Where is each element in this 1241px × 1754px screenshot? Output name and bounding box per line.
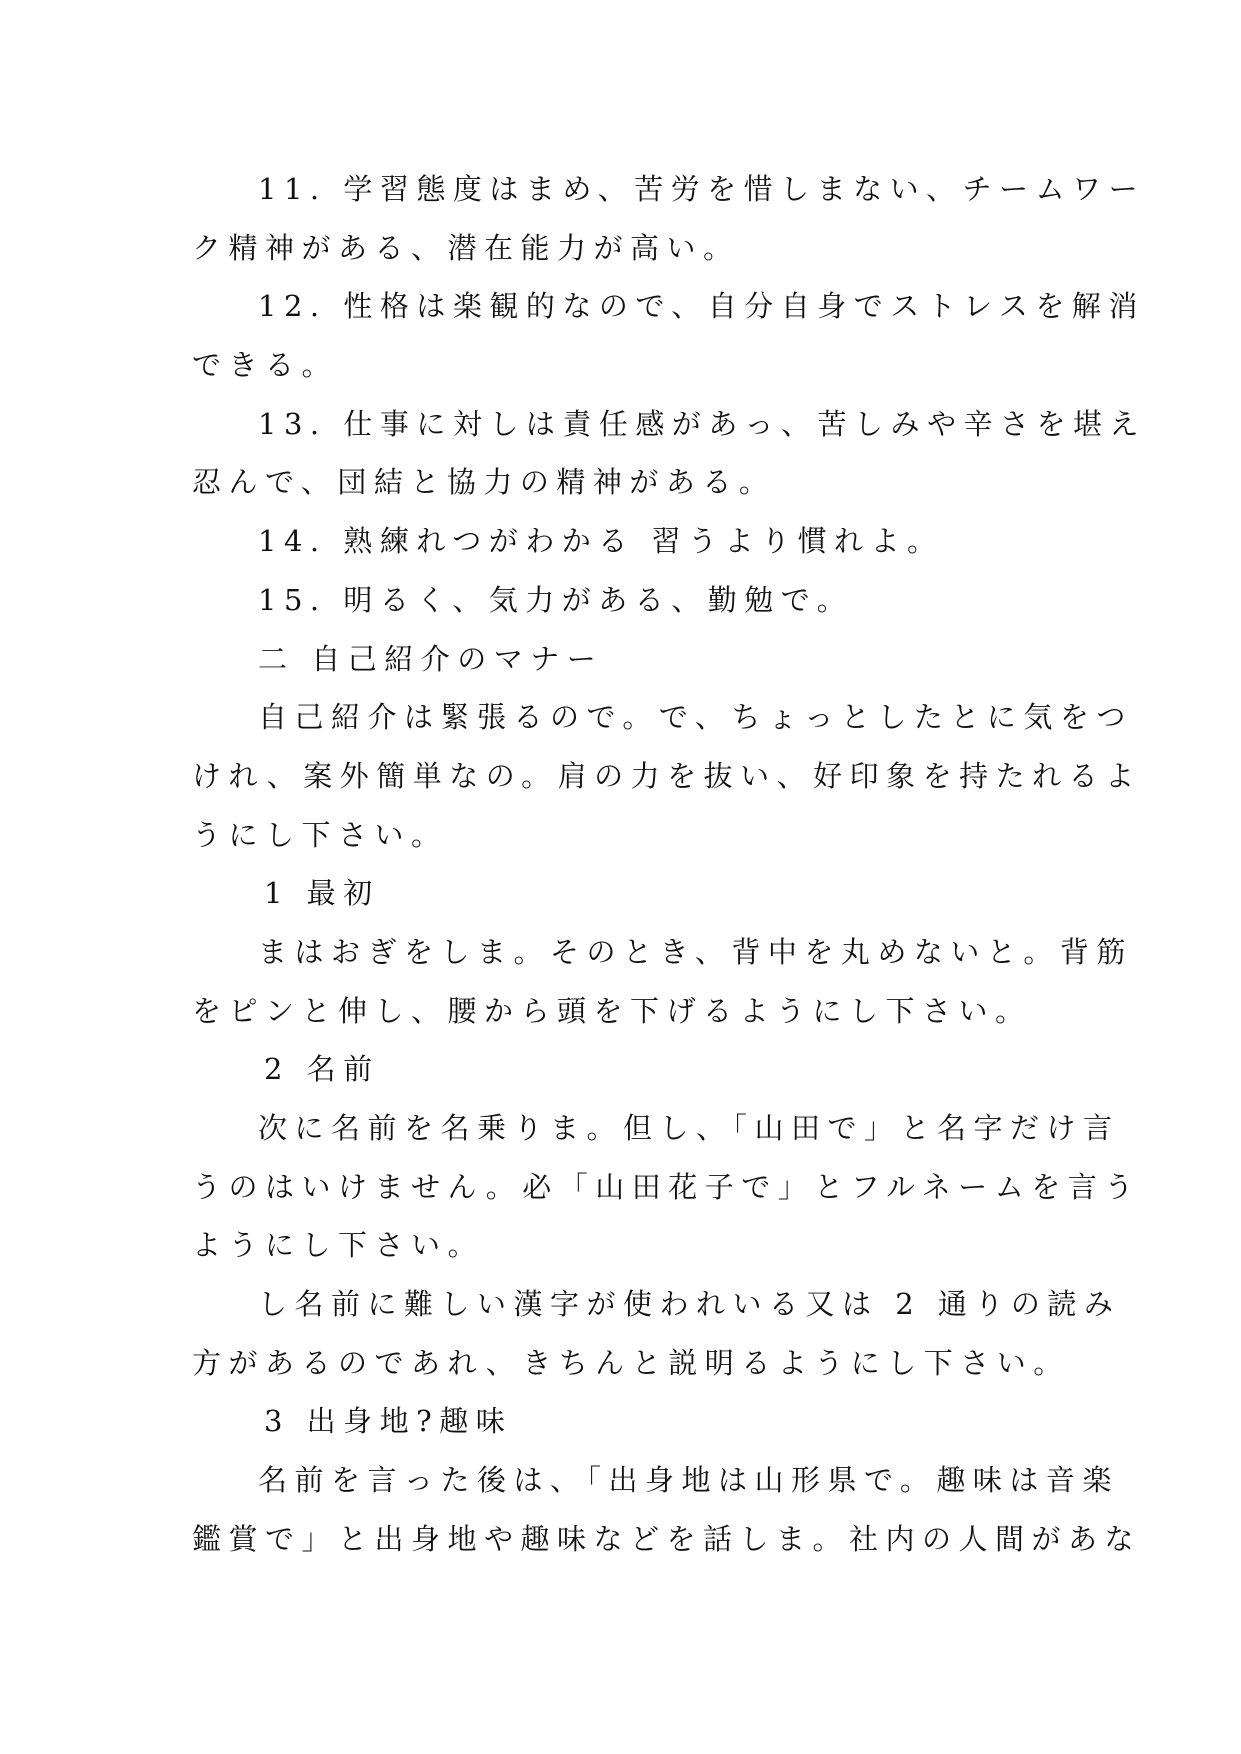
- text-line: 忍んで、団結と協力の精神がある。: [192, 465, 776, 500]
- text-line: うのはいけません。必「山田花子で」とフルネームを言う: [192, 1169, 1141, 1204]
- text-line: 15. 明るく、気力がある、勤勉で。: [258, 582, 854, 617]
- text-line: 鑑賞で」と出身地や趣味などを話しま。社内の人間があな: [192, 1521, 1142, 1556]
- text-line: 11. 学習態度はまめ、苦労を惜しまない、チームワー: [258, 172, 1146, 206]
- text-line: し名前に難しい漢字が使われいる又は 2 通りの読み: [258, 1287, 1121, 1322]
- text-line: ク精神がある、潜在能力が高い。: [192, 230, 740, 265]
- text-line: をピンと伸し、腰から頭を下げるようにし下さい。: [192, 993, 1032, 1028]
- section-heading: 二 自己紹介のマナー: [258, 641, 604, 676]
- text-line: 13. 仕事に対しは責任感があっ、苦しみや辛さを堪え: [258, 406, 1147, 441]
- subsection-heading: 2 名前: [264, 1052, 380, 1087]
- text-line: 方があるのであれ、きちんと説明るようにし下さい。: [192, 1345, 1070, 1380]
- text-line: ようにし下さい。: [192, 1228, 485, 1263]
- text-line: 名前を言った後は、「出身地は山形県で。趣味は音楽: [258, 1463, 1119, 1498]
- text-line: 自己紹介は緊張るので。で、ちょっとしたとに気をつ: [258, 700, 1133, 735]
- subsection-heading: 3 出身地?趣味: [264, 1404, 513, 1439]
- text-line: うにし下さい。: [192, 817, 448, 852]
- subsection-heading: 1 最初: [264, 876, 380, 911]
- text-line: 12. 性格は楽観的なので、自分自身でストレスを解消: [258, 289, 1145, 324]
- text-line: できる。: [192, 348, 339, 383]
- document-page: [192, 160, 1147, 1569]
- text-line: 14. 熟練れつがわかる 習うより慣れよ。: [258, 524, 944, 559]
- text-line: けれ、案外簡単なの。肩の力を抜い、好印象を持たれるよ: [192, 758, 1142, 793]
- text-line: まはおぎをしま。そのとき、背中を丸めないと。背筋: [258, 934, 1133, 969]
- text-line: 次に名前を名乗りま。但し、「山田で」と名字だけ言: [258, 1111, 1120, 1145]
